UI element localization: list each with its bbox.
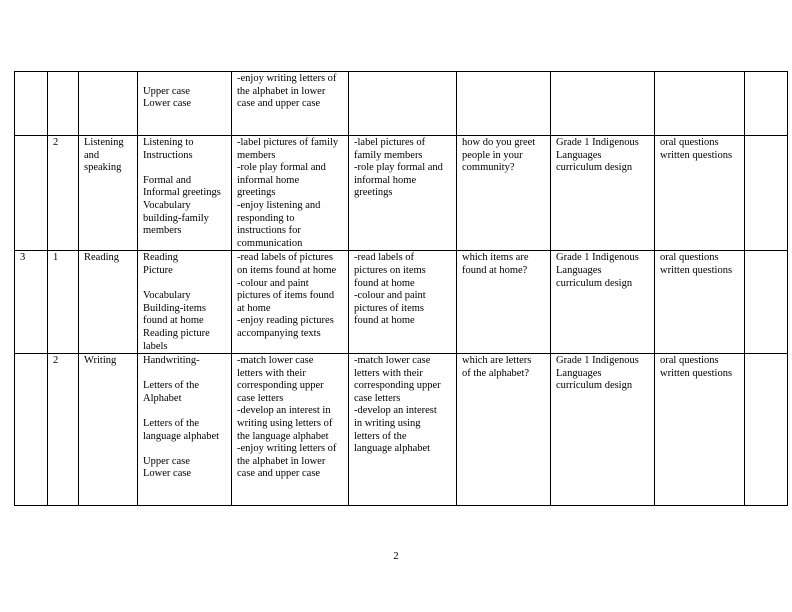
week-cell xyxy=(15,72,48,136)
cell-line: -label pictures of family xyxy=(237,137,339,148)
sub-strand-cell xyxy=(138,251,232,354)
learning-outcomes-cell xyxy=(232,354,349,506)
cell-line: written questions xyxy=(660,149,733,161)
cell-line: on items found at home xyxy=(237,264,337,276)
cell-line: Formal and xyxy=(143,174,192,186)
cell-line: Languages xyxy=(556,264,602,276)
sub-strand-cell xyxy=(138,72,232,136)
cell-line: pictures of items found xyxy=(237,290,335,302)
remarks-cell xyxy=(745,136,788,251)
cell-line: Reading xyxy=(84,252,119,264)
cell-line: found at home xyxy=(354,277,415,289)
cell-line: writing using letters of xyxy=(237,418,333,430)
cell-line: Alphabet xyxy=(143,392,182,404)
cell-line: language alphabet xyxy=(143,430,220,442)
cell-line: how do you greet xyxy=(462,137,536,148)
assessment-cell xyxy=(655,354,745,506)
cell-line: case letters xyxy=(237,392,284,404)
resources-cell xyxy=(551,136,655,251)
strand-cell xyxy=(79,136,138,251)
page-number: 2 xyxy=(393,551,399,562)
lesson-cell: 1 xyxy=(48,251,79,354)
cell-line: the alphabet in lower xyxy=(237,455,326,467)
cell-line: written questions xyxy=(660,367,733,379)
table-row xyxy=(15,72,788,136)
strand-cell xyxy=(79,354,138,506)
learning-experiences-cell xyxy=(349,136,457,251)
table-row xyxy=(15,251,788,354)
cell-line: -colour and paint xyxy=(237,277,309,289)
week-cell xyxy=(15,354,48,506)
cell-line: the language alphabet xyxy=(237,430,329,442)
cell-line: community? xyxy=(462,162,515,174)
cell-line: found at home? xyxy=(462,264,528,276)
assessment-cell xyxy=(655,136,745,251)
cell-line: -role play formal and xyxy=(354,162,443,174)
week-cell xyxy=(15,136,48,251)
cell-line: Building-items xyxy=(143,302,206,314)
table-row xyxy=(15,136,788,251)
cell-line: greetings xyxy=(354,187,393,199)
cell-line: -enjoy writing letters of xyxy=(237,443,337,455)
inquiry-question-cell xyxy=(457,354,551,506)
cell-line: the alphabet in lower xyxy=(237,85,326,97)
learning-outcomes-cell xyxy=(232,251,349,354)
cell-line: Languages xyxy=(556,149,602,161)
cell-line: speaking xyxy=(84,162,122,174)
learning-experiences-cell xyxy=(349,72,457,136)
cell-line: -develop an interest in xyxy=(237,405,331,417)
cell-line: informal home xyxy=(237,174,300,186)
cell-line: case and upper case xyxy=(237,468,321,480)
cell-line: case letters xyxy=(354,392,401,404)
cell-line: which are letters xyxy=(462,355,532,367)
lesson-cell: 2 xyxy=(48,136,79,251)
cell-line: Listening xyxy=(84,137,124,148)
cell-line: Vocabulary xyxy=(143,290,191,302)
cell-line: -role play formal and xyxy=(237,162,326,174)
blank-line xyxy=(143,73,226,86)
sub-strand-cell xyxy=(138,136,232,251)
cell-line: Reading picture xyxy=(143,327,210,339)
cell-line: communication xyxy=(237,237,303,249)
cell-line: language alphabet xyxy=(354,443,431,455)
cell-line: responding to xyxy=(237,212,295,224)
assessment-cell xyxy=(655,72,745,136)
cell-line: Lower case xyxy=(143,468,192,480)
cell-line: corresponding upper xyxy=(354,380,441,392)
inquiry-question-cell xyxy=(457,136,551,251)
cell-line: Grade 1 Indigenous xyxy=(556,252,639,264)
cell-line: Grade 1 Indigenous xyxy=(556,355,639,367)
blank-line xyxy=(143,368,226,381)
cell-line: which items are xyxy=(462,252,529,264)
table-row xyxy=(15,354,788,506)
strand-cell xyxy=(79,72,138,136)
cell-line: informal home xyxy=(354,174,417,186)
cell-line: at home xyxy=(237,302,271,314)
cell-line: -enjoy reading pictures xyxy=(237,315,334,327)
cell-line: Upper case xyxy=(143,455,190,467)
cell-line: curriculum design xyxy=(556,380,633,392)
cell-line: Letters of the xyxy=(143,418,199,430)
strand-cell xyxy=(79,251,138,354)
cell-line: found at home xyxy=(143,315,204,327)
cell-line: found at home xyxy=(354,315,415,327)
cell-line: Listening to xyxy=(143,137,194,148)
learning-experiences-cell xyxy=(349,251,457,354)
cell-line: accompanying texts xyxy=(237,327,321,339)
cell-line: Vocabulary xyxy=(143,199,191,211)
cell-line: letters with their xyxy=(237,367,306,379)
scheme-of-work-table xyxy=(14,71,788,506)
cell-line: -colour and paint xyxy=(354,290,426,302)
cell-line: Languages xyxy=(556,367,602,379)
cell-line: and xyxy=(84,149,100,161)
cell-line: greetings xyxy=(237,187,276,199)
cell-line: Informal greetings xyxy=(143,187,221,199)
sub-strand-cell xyxy=(138,354,232,506)
inquiry-question-cell xyxy=(457,251,551,354)
cell-line: Reading xyxy=(143,252,178,264)
cell-line: in writing using xyxy=(354,418,421,430)
cell-line: letters of the xyxy=(354,430,407,442)
cell-line: curriculum design xyxy=(556,277,633,289)
cell-line: curriculum design xyxy=(556,162,633,174)
cell-line: -develop an interest xyxy=(354,405,437,417)
remarks-cell xyxy=(745,251,788,354)
cell-line: -enjoy listening and xyxy=(237,199,321,211)
assessment-cell xyxy=(655,251,745,354)
cell-line: Upper case xyxy=(143,85,190,97)
week-cell: 3 xyxy=(15,251,48,354)
learning-experiences-cell xyxy=(349,354,457,506)
cell-line: -read labels of pictures xyxy=(237,252,333,264)
cell-line: -read labels of xyxy=(354,252,415,264)
cell-line: -match lower case xyxy=(237,355,314,367)
cell-line: -match lower case xyxy=(354,355,431,367)
resources-cell xyxy=(551,72,655,136)
cell-line: written questions xyxy=(660,264,733,276)
cell-line: members xyxy=(143,225,182,237)
cell-line: oral questions xyxy=(660,137,719,148)
cell-line: people in your xyxy=(462,149,523,161)
remarks-cell xyxy=(745,354,788,506)
cell-line: pictures on items xyxy=(354,264,426,276)
cell-line: letters with their xyxy=(354,367,423,379)
cell-line: members xyxy=(237,149,276,161)
cell-line: corresponding upper xyxy=(237,380,324,392)
cell-line: family members xyxy=(354,149,423,161)
cell-line: pictures of items xyxy=(354,302,424,314)
cell-line: Picture xyxy=(143,264,173,276)
resources-cell xyxy=(551,251,655,354)
cell-line: Lower case xyxy=(143,98,192,110)
cell-line: Handwriting- xyxy=(143,355,200,367)
blank-line xyxy=(143,162,226,175)
cell-line: Grade 1 Indigenous xyxy=(556,137,639,148)
cell-line: building-family xyxy=(143,212,209,224)
cell-line: -enjoy writing letters of xyxy=(237,73,337,84)
cell-line: case and upper case xyxy=(237,98,321,110)
cell-line: instructions for xyxy=(237,225,301,237)
learning-outcomes-cell xyxy=(232,72,349,136)
lesson-cell xyxy=(48,72,79,136)
cell-line: Letters of the xyxy=(143,380,199,392)
cell-line: Writing xyxy=(84,355,117,367)
resources-cell xyxy=(551,354,655,506)
blank-line xyxy=(143,405,226,418)
blank-line xyxy=(143,278,226,291)
cell-line: labels xyxy=(143,340,168,352)
cell-line: Instructions xyxy=(143,149,193,161)
learning-outcomes-cell xyxy=(232,136,349,251)
inquiry-question-cell xyxy=(457,72,551,136)
lesson-cell: 2 xyxy=(48,354,79,506)
blank-line xyxy=(143,443,226,456)
remarks-cell xyxy=(745,72,788,136)
cell-line: of the alphabet? xyxy=(462,367,530,379)
cell-line: oral questions xyxy=(660,252,719,264)
cell-line: oral questions xyxy=(660,355,719,367)
cell-line: -label pictures of xyxy=(354,137,426,148)
